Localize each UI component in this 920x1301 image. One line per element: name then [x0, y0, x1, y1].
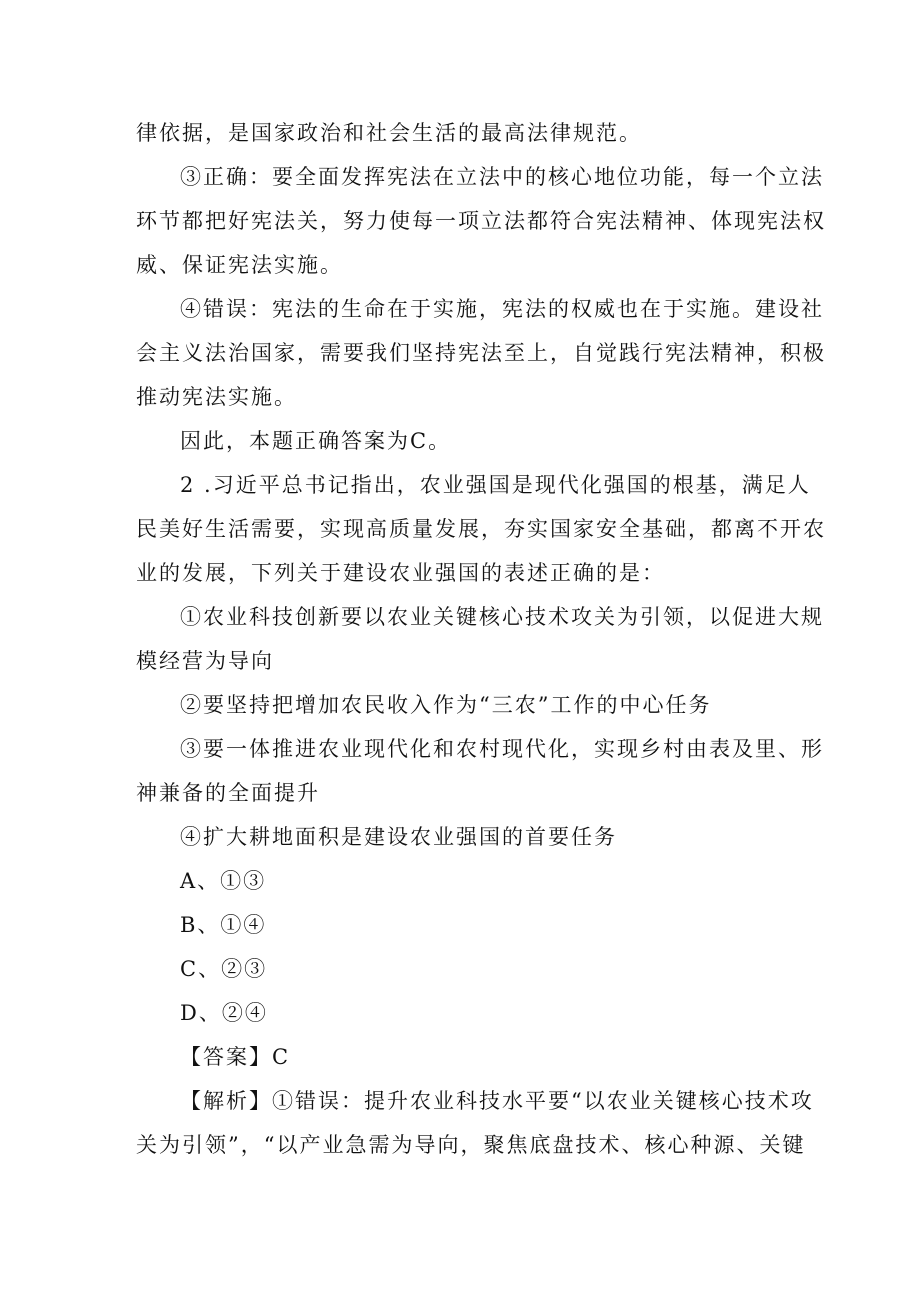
text-line: 因此，本题正确答案为C。 [180, 429, 452, 453]
analysis-line: 关为引领”，“以产业急需为导向，聚焦底盘技术、核心种源、关键 [136, 1133, 806, 1157]
text-line: 环节都把好宪法关，努力使每一项立法都符合宪法精神、体现宪法权 [136, 209, 826, 233]
text-line: ③正确：要全面发挥宪法在立法中的核心地位功能，每一个立法 [180, 165, 824, 189]
statement-item: 模经营为导向 [136, 649, 274, 673]
answer-line: 【答案】C [180, 1045, 291, 1069]
text-line: 威、保证宪法实施。 [136, 253, 343, 277]
question-title: 业的发展，下列关于建设农业强国的表述正确的是： [136, 561, 665, 585]
statement-item: 神兼备的全面提升 [136, 781, 320, 805]
statement-item: ④扩大耕地面积是建设农业强国的首要任务 [180, 825, 617, 849]
analysis-line: 【解析】①错误：提升农业科技水平要“以农业关键核心技术攻 [180, 1089, 814, 1113]
option-a: A、①③ [180, 869, 267, 893]
question-title: 2 .习近平总书记指出，农业强国是现代化强国的根基，满足人 [180, 473, 811, 497]
text-line: 推动宪法实施。 [136, 385, 297, 409]
statement-item: ②要坚持把增加农民收入作为“三农”工作的中心任务 [180, 693, 712, 717]
question-title: 民美好生活需要，实现高质量发展，夯实国家安全基础，都离不开农 [136, 517, 826, 541]
text-line: 会主义法治国家，需要我们坚持宪法至上，自觉践行宪法精神，积极 [136, 341, 826, 365]
text-line: ④错误：宪法的生命在于实施，宪法的权威也在于实施。建设社 [180, 297, 824, 321]
option-c: C、②③ [180, 957, 268, 981]
option-d: D、②④ [180, 1001, 268, 1025]
option-b: B、①④ [180, 913, 267, 937]
statement-item: ①农业科技创新要以农业关键核心技术攻关为引领，以促进大规 [180, 605, 824, 629]
statement-item: ③要一体推进农业现代化和农村现代化，实现乡村由表及里、形 [180, 737, 824, 761]
text-line: 律依据，是国家政治和社会生活的最高法律规范。 [136, 121, 642, 145]
